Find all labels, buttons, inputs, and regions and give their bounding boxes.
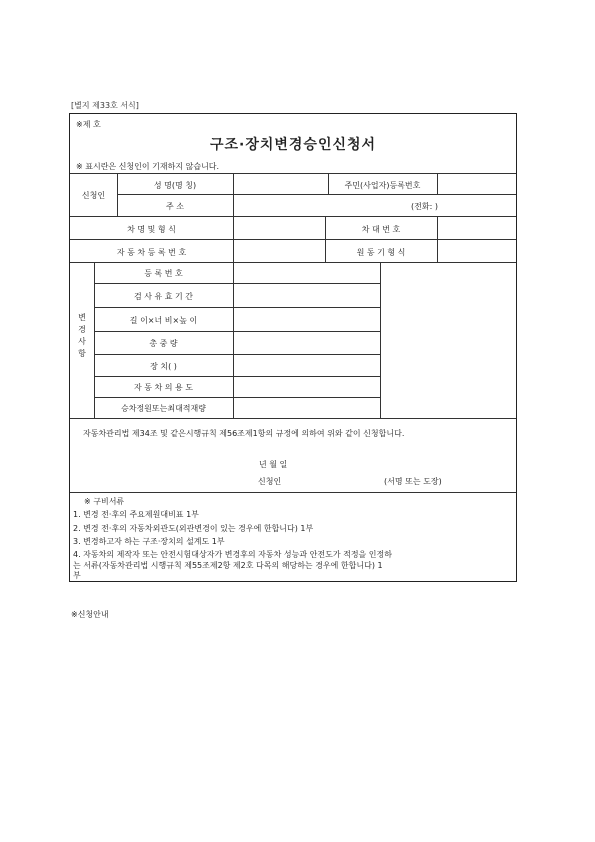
documents-heading: ※ 구비서류 [84, 497, 125, 506]
change-before-field[interactable] [234, 332, 379, 354]
vehicle-model-label: 차 명 및 형 식 [127, 225, 176, 234]
change-after-field[interactable] [381, 332, 515, 354]
notice-text: ※ 표시란은 신청인이 기재하지 않습니다. [76, 162, 220, 171]
change-row-label: 등 록 번 호 [144, 269, 183, 278]
change-after-field[interactable] [381, 398, 515, 418]
form-caption: [별지 제33호 서식] [71, 101, 139, 110]
declaration-text: 자동차관리법 제34조 및 같은시행규칙 제56조제1항의 규정에 의하여 위와 같이 신청합니다. [83, 429, 405, 438]
change-after-field[interactable] [381, 355, 515, 376]
change-after-field[interactable] [381, 377, 515, 397]
registration-number-label: 자 동 차 등 록 번 호 [116, 248, 187, 257]
change-row-label: 길 이×너 비×높 이 [129, 316, 198, 325]
change-items-label: 변 경 사 항 [78, 313, 86, 358]
change-row-label: 자 동 차 의 용 도 [133, 383, 194, 392]
id-number-field[interactable] [438, 174, 515, 194]
change-before-field[interactable] [234, 263, 379, 283]
application-guide-label: ※신청안내 [71, 610, 109, 619]
application-form [69, 113, 517, 582]
change-row-label: 승차정원또는최대적재량 [120, 404, 206, 413]
chassis-number-label: 차 대 번 호 [361, 225, 401, 234]
phone-field[interactable]: (전화: ) [411, 202, 438, 211]
change-before-field[interactable] [234, 284, 379, 307]
change-before-field[interactable] [234, 377, 379, 397]
change-after-field[interactable] [381, 263, 515, 283]
change-before-field[interactable] [234, 355, 379, 376]
name-label: 성 명(명 칭) [153, 181, 197, 190]
change-row-label: 검 사 유 효 기 간 [133, 292, 194, 301]
id-number-label: 주민(사업자)등록번호 [344, 181, 421, 190]
engine-type-label: 원 동 기 형 식 [356, 248, 406, 257]
document-item: 4. 자동차의 제작자 또는 안전시험대상자가 변경후의 자동차 성능과 안전도가 적정을 인정하 [73, 550, 392, 559]
application-date[interactable]: 년 월 일 [259, 460, 288, 469]
document-item: 는 서류(자동차관리법 시행규칙 제55조제2항 제2호 다목의 해당하는 경우에 한합니다) 1 [73, 561, 383, 570]
engine-type-field[interactable] [438, 240, 515, 262]
change-before-field[interactable] [234, 308, 379, 331]
vehicle-model-field[interactable] [234, 217, 324, 239]
form-title: 구조·장치변경승인신청서 [209, 137, 377, 153]
document-item: 부 [73, 571, 81, 580]
change-row-label: 총 중 량 [149, 339, 178, 348]
document-item: 1. 변경 전·후의 주요제원대비표 1부 [73, 510, 199, 519]
change-before-field[interactable] [234, 398, 379, 418]
divider [70, 418, 516, 419]
divider [70, 492, 516, 493]
registration-number-field[interactable] [234, 240, 324, 262]
change-row-label: 장 치( ) [150, 362, 177, 371]
name-field[interactable] [234, 174, 327, 194]
receipt-number-label: ※제 호 [76, 120, 101, 129]
signature-field[interactable]: (서명 또는 도장) [384, 477, 442, 486]
document-item: 2. 변경 전·후의 자동차외관도(외관변경이 있는 경우에 한합니다) 1부 [73, 524, 314, 533]
change-after-field[interactable] [381, 308, 515, 331]
chassis-number-field[interactable] [438, 217, 515, 239]
address-label: 주 소 [166, 202, 184, 211]
document-item: 3. 변경하고자 하는 구조·장치의 설계도 1부 [73, 537, 225, 546]
applicant-label: 신청인 [81, 191, 106, 200]
address-field[interactable] [234, 195, 434, 216]
change-after-field[interactable] [381, 284, 515, 307]
applicant-signature-label: 신청인 [258, 477, 282, 486]
